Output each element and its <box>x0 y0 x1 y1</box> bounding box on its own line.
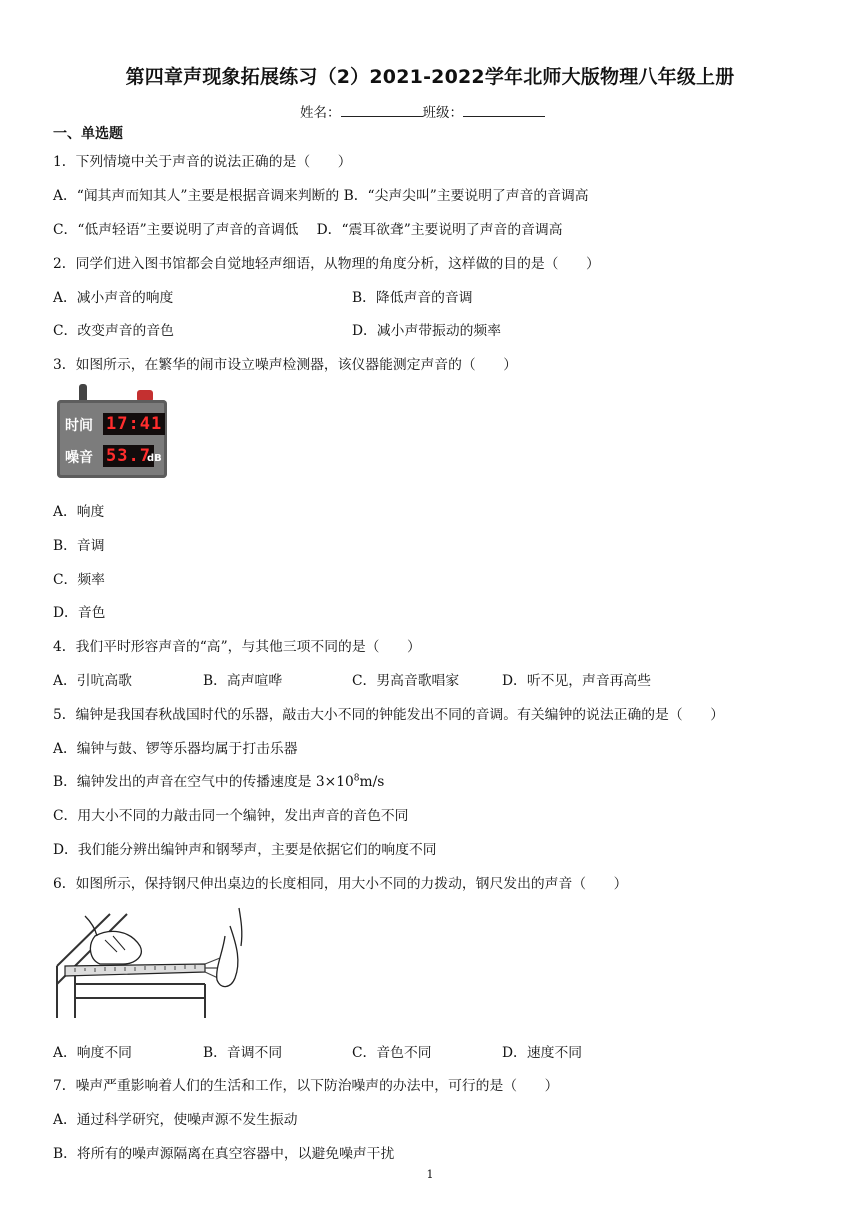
ruler-figure <box>55 906 255 1022</box>
meter-time-value: 17:41 <box>103 413 165 435</box>
question-5-option-b-text: B．编钟发出的声音在空气中的传播速度是 3×10 <box>53 774 354 790</box>
question-2-stem: 2．同学们进入图书馆都会自觉地轻声细语，从物理的角度分析，这样做的目的是（ ） <box>53 256 600 272</box>
question-3-option-b: B．音调 <box>53 538 105 554</box>
question-1-options-row-1: A．“闻其声而知其人”主要是根据音调来判断的 B．“尖声尖叫”主要说明了声音的音调高 <box>53 188 589 204</box>
question-4-option-d: D．听不见，声音再高些 <box>502 673 652 689</box>
question-5-option-d: D．我们能分辨出编钟声和钢琴声，主要是依据它们的响度不同 <box>53 842 437 858</box>
page-number: 1 <box>426 1168 434 1181</box>
question-6-option-c: C．音色不同 <box>352 1045 432 1061</box>
student-info-line <box>300 101 545 121</box>
question-6-stem: 6．如图所示，保持钢尺伸出桌边的长度相同，用大小不同的力拨动，钢尺发出的声音（ ） <box>53 876 628 892</box>
question-3-stem: 3．如图所示，在繁华的闹市设立噪声检测器，该仪器能测定声音的（ ） <box>53 357 518 373</box>
question-5-option-b-unit: m/s <box>359 774 385 790</box>
class-blank[interactable] <box>463 104 545 117</box>
noise-meter-figure <box>55 384 169 480</box>
meter-noise-value: 53.7 <box>103 445 154 467</box>
question-2-option-b: B．降低声音的音调 <box>352 290 473 306</box>
question-5-option-b-exponent: 8 <box>353 773 360 784</box>
question-6-option-d: D．速度不同 <box>502 1045 583 1061</box>
meter-time-label: 时间 <box>65 418 93 434</box>
question-5-option-b <box>53 770 384 790</box>
question-7-stem: 7．噪声严重影响着人们的生活和工作，以下防治噪声的办法中，可行的是（ ） <box>53 1078 559 1094</box>
question-5-stem: 5．编钟是我国春秋战国时代的乐器，敲击大小不同的钟能发出不同的音调。有关编钟的说法正确的是（ ） <box>53 707 725 723</box>
question-2-option-c: C．改变声音的音色 <box>53 323 174 339</box>
name-blank[interactable] <box>341 104 423 117</box>
question-4-option-a: A．引吭高歌 <box>53 673 132 689</box>
question-3-option-c: C．频率 <box>53 572 105 588</box>
question-5-option-a: A．编钟与鼓、锣等乐器均属于打击乐器 <box>53 741 298 757</box>
question-7-option-b: B．将所有的噪声源隔离在真空容器中，以避免噪声干扰 <box>53 1146 395 1162</box>
meter-body <box>57 400 167 478</box>
question-3-option-d: D．音色 <box>53 605 106 621</box>
question-1-options-row-2: C．“低声轻语”主要说明了声音的音调低 D．“震耳欲聋”主要说明了声音的音调高 <box>53 222 563 238</box>
meter-noise-label: 噪音 <box>65 450 93 466</box>
question-2-option-a: A．减小声音的响度 <box>53 290 174 306</box>
meter-unit: dB <box>147 453 162 464</box>
question-4-option-b: B．高声喧哗 <box>203 673 283 689</box>
question-7-option-a: A．通过科学研究，使噪声源不发生振动 <box>53 1112 298 1128</box>
question-1-stem: 1．下列情境中关于声音的说法正确的是（ ） <box>53 154 352 170</box>
class-label: 班级： <box>422 105 463 121</box>
question-6-option-b: B．音调不同 <box>203 1045 283 1061</box>
question-2-option-d: D．减小声带振动的频率 <box>352 323 502 339</box>
question-4-option-c: C．男高音歌唱家 <box>352 673 460 689</box>
question-3-option-a: A．响度 <box>53 504 105 520</box>
section-heading: 一、单选题 <box>53 126 123 142</box>
question-6-option-a: A．响度不同 <box>53 1045 132 1061</box>
name-label: 姓名： <box>300 105 341 121</box>
question-5-option-c: C．用大小不同的力敲击同一个编钟，发出声音的音色不同 <box>53 808 409 824</box>
page-title: 第四章声现象拓展练习（2）2021-2022学年北师大版物理八年级上册 <box>125 66 735 88</box>
question-4-stem: 4．我们平时形容声音的“高”，与其他三项不同的是（ ） <box>53 639 421 655</box>
